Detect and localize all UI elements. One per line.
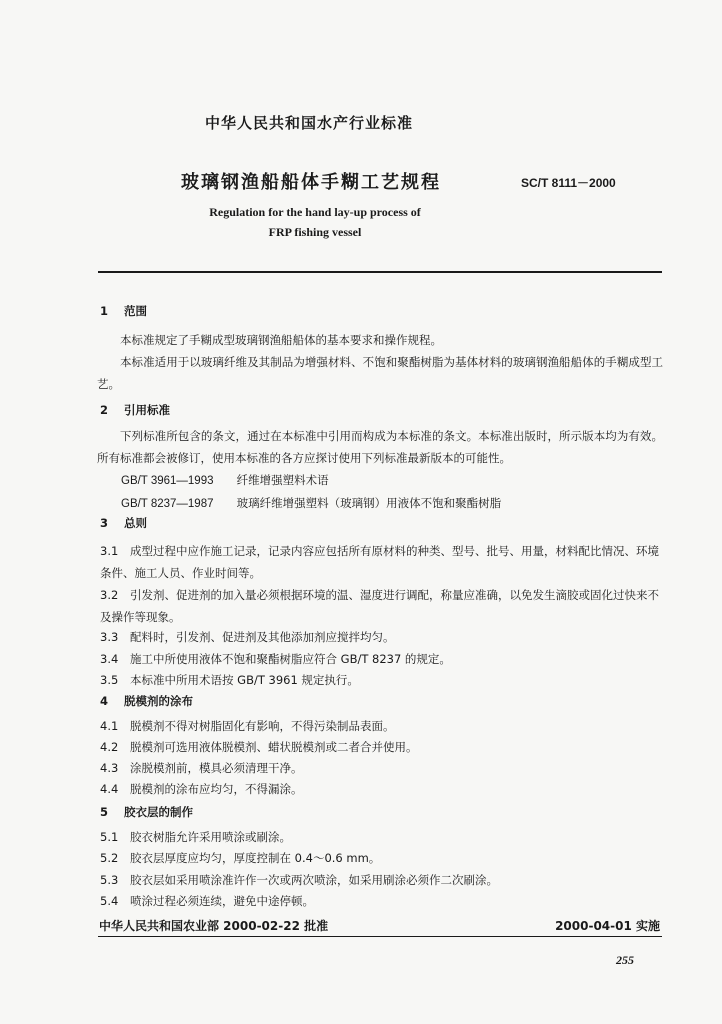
- section-number: 4: [100, 694, 109, 708]
- section-2-body: [97, 425, 663, 469]
- clause-number: 3.2: [100, 588, 119, 602]
- english-title-line2: FRP fishing vessel: [268, 225, 362, 239]
- clause-number: 4.4: [100, 782, 119, 796]
- clause-text: 脱模剂的涂布应均匀，不得漏涂。: [130, 782, 303, 796]
- clause-text: 配料时，引发剂、促进剂及其他添加剂应搅拌均匀。: [130, 630, 395, 644]
- clause-number: 5.4: [100, 894, 119, 908]
- section-title: 范围: [124, 304, 148, 318]
- clause-4-2: [100, 736, 662, 758]
- reference-item: [121, 492, 501, 515]
- clause-text: 本标准中所用术语按 GB/T 3961 规定执行。: [130, 673, 359, 687]
- clause-3-1: [100, 540, 662, 584]
- clause-5-4: [100, 890, 662, 912]
- clause-number: 4.2: [100, 740, 119, 754]
- clause-text: 施工中所使用液体不饱和聚酯树脂应符合 GB/T 8237 的规定。: [130, 652, 451, 666]
- section-title: 胶衣层的制作: [124, 805, 194, 819]
- reference-code: GB/T 8237—1987: [121, 498, 214, 510]
- section-heading-3: [100, 515, 147, 531]
- header-divider: [98, 271, 662, 273]
- section-number: 1: [100, 304, 109, 318]
- ministry-header: 中华人民共和国水产行业标准: [204, 114, 413, 132]
- clause-5-2: [100, 847, 662, 869]
- clause-3-4: [100, 648, 662, 670]
- clause-text: 脱模剂不得对树脂固化有影响，不得污染制品表面。: [130, 719, 395, 733]
- section-title: 引用标准: [124, 403, 171, 417]
- paragraph: 本标准适用于以玻璃纤维及其制品为增强材料、不饱和聚酯树脂为基体材料的玻璃钢渔船船体的手糊成型工艺。: [97, 355, 663, 391]
- clause-3-2: [100, 584, 662, 628]
- reference-name: 纤维增强塑料术语: [236, 473, 329, 487]
- clause-4-4: [100, 778, 662, 800]
- english-title-line1: Regulation for the hand lay-up process of: [209, 205, 421, 219]
- clause-number: 5.2: [100, 851, 119, 865]
- clause-4-1: [100, 715, 662, 737]
- clause-text: 引发剂、促进剂的加入量必须根据环境的温、湿度进行调配，称量应准确，以免发生滴胶或固化过快来不及操作等现象。: [100, 588, 659, 624]
- document-title: 玻璃钢渔船船体手糊工艺规程: [181, 172, 441, 193]
- section-1-body: [97, 329, 663, 395]
- approval-statement: 中华人民共和国农业部 2000-02-22 批准: [99, 919, 329, 933]
- footer-divider: [98, 936, 662, 937]
- implementation-date: 2000-04-01 实施: [555, 919, 660, 933]
- clause-5-3: [100, 869, 662, 891]
- clause-number: 3.5: [100, 673, 119, 687]
- clause-text: 脱模剂可选用液体脱模剂、蜡状脱模剂或二者合并使用。: [130, 740, 418, 754]
- clause-text: 胶衣层厚度应均匀，厚度控制在 0.4～0.6 mm。: [130, 851, 381, 865]
- clause-text: 胶衣树脂允许采用喷涂或刷涂。: [130, 830, 291, 844]
- paragraph: 本标准规定了手糊成型玻璃钢渔船船体的基本要求和操作规程。: [120, 333, 442, 347]
- clause-number: 5.1: [100, 830, 119, 844]
- section-heading-1: [100, 303, 147, 319]
- clause-3-3: [100, 626, 662, 648]
- reference-item: [121, 469, 501, 492]
- clause-4-3: [100, 757, 662, 779]
- clause-number: 4.1: [100, 719, 119, 733]
- section-title: 总则: [124, 516, 148, 530]
- reference-code: GB/T 3961—1993: [121, 475, 214, 487]
- section-heading-2: [100, 402, 170, 418]
- clause-5-1: [100, 826, 662, 848]
- clause-3-5: [100, 669, 662, 691]
- reference-list: [121, 469, 501, 515]
- reference-name: 玻璃纤维增强塑料（玻璃钢）用液体不饱和聚酯树脂: [236, 496, 502, 510]
- paragraph: 下列标准所包含的条文，通过在本标准中引用而构成为本标准的条文。本标准出版时，所示版本均为有效。所有标准都会被修订，使用本标准的各方应探讨使用下列标准最新版本的可能性。: [97, 429, 663, 465]
- clause-number: 3.4: [100, 652, 119, 666]
- clause-number: 5.3: [100, 873, 119, 887]
- clause-number: 3.1: [100, 544, 119, 558]
- standard-number: SC/T 8111－2000: [521, 176, 616, 190]
- clause-number: 3.3: [100, 630, 119, 644]
- section-heading-5: [100, 804, 193, 820]
- page-number: 255: [616, 953, 634, 967]
- clause-text: 胶衣层如采用喷涂准许作一次或两次喷涂，如采用刷涂必须作二次刷涂。: [130, 873, 498, 887]
- clause-text: 喷涂过程必须连续，避免中途停顿。: [130, 894, 314, 908]
- section-number: 2: [100, 403, 109, 417]
- section-heading-4: [100, 693, 193, 709]
- section-number: 3: [100, 516, 109, 530]
- clause-number: 4.3: [100, 761, 119, 775]
- section-title: 脱模剂的涂布: [124, 694, 194, 708]
- clause-text: 成型过程中应作施工记录，记录内容应包括所有原材料的种类、型号、批号、用量，材料配比情况、环境条件、施工人员、作业时间等。: [100, 544, 659, 580]
- section-number: 5: [100, 805, 109, 819]
- clause-text: 涂脱模剂前，模具必须清理干净。: [130, 761, 303, 775]
